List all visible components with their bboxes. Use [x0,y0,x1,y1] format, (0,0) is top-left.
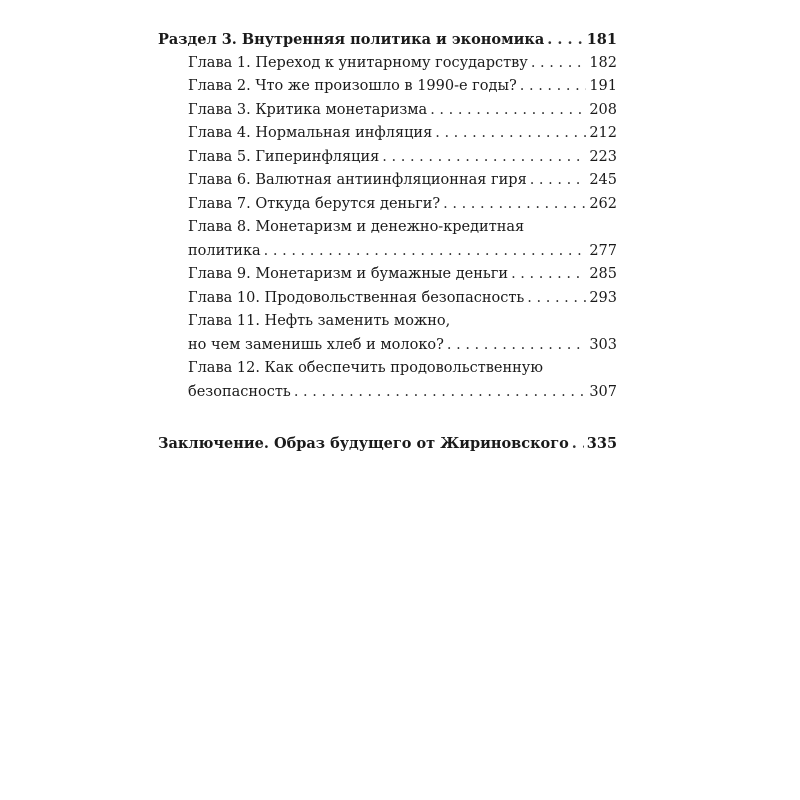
toc-entry-title: Заключение. Образ будущего от Жириновского [158,435,569,452]
toc-leader-dots [443,193,586,217]
toc-chapter-entry [158,193,617,217]
toc-page-number: 223 [589,148,617,165]
toc-page-number: 208 [589,101,617,118]
toc-entry-title: но чем заменишь хлеб и молоко? [188,336,444,353]
toc-entry-title: политика [188,242,261,259]
toc-entry-title: Раздел 3. Внутренняя политика и экономика [158,31,545,48]
toc-entry-title: Глава 4. Нормальная инфляция [188,125,433,141]
toc-leader-dots [382,146,586,170]
toc-entry-first-line: Глава 8. Монетаризм и денежно-кредитная [188,219,525,235]
toc-entry-title: Глава 2. Что же произошло в 1990-е годы? [188,78,517,94]
toc-chapter-entry [158,75,617,99]
toc-page-number: 212 [589,125,617,141]
toc-leader-dots [531,52,586,76]
toc-entry-title: безопасность [188,383,291,400]
toc-page-number: 277 [589,242,617,259]
toc-leader-dots [547,28,583,52]
toc-page-number: 293 [589,289,617,306]
toc-page-number: 245 [589,172,617,188]
toc-chapter-entry [158,381,617,405]
toc-entry-title: Глава 7. Откуда берутся деньги? [188,195,441,212]
toc-leader-dots [435,122,586,146]
toc-page-number: 303 [589,336,617,353]
toc-entry-title: Глава 3. Критика монетаризма [188,101,428,118]
toc-page-number: 181 [586,31,617,48]
toc-chapter-entry [158,99,617,123]
toc-entry-title: Глава 10. Продовольственная безопасность [188,289,525,306]
toc-entry-title: Глава 5. Гиперинфляция [188,148,380,165]
toc-page-number: 335 [586,435,618,452]
toc-leader-dots [530,169,587,193]
toc-leader-dots [511,263,586,287]
toc-section-entry [158,28,617,52]
toc-leader-dots [527,287,586,311]
toc-chapter-entry [158,169,617,193]
toc-leader-dots [447,334,586,358]
toc-entry-title: Глава 9. Монетаризм и бумажные деньги [188,266,509,282]
toc-leader-dots [430,99,586,123]
toc-entry-title: Глава 1. Переход к унитарному государству [188,54,528,71]
toc-chapter-entry [158,122,617,146]
toc-leader-dots [264,240,587,264]
toc-leader-dots [572,432,584,456]
toc-page-number: 285 [589,266,617,282]
toc-page-number: 262 [589,195,617,212]
table-of-contents [158,28,617,456]
toc-chapter-entry [158,240,617,264]
toc-chapter-entry [158,263,617,287]
toc-page-number: 182 [589,54,617,71]
toc-spacer [158,404,617,432]
toc-page-number: 307 [589,383,617,400]
toc-chapter-entry [158,52,617,76]
toc-entry-title: Глава 6. Валютная антиинфляционная гиря [188,172,527,188]
toc-page-number: 191 [589,78,617,94]
toc-chapter-entry [158,287,617,311]
toc-leader-dots [520,75,587,99]
toc-entry-first-line: Глава 11. Нефть заменить можно, [188,313,451,329]
toc-chapter-entry [158,146,617,170]
toc-entry-first-line: Глава 12. Как обеспечить продовольственную [188,360,543,376]
toc-chapter-entry [158,334,617,358]
toc-conclusion-entry [158,432,617,456]
toc-leader-dots [294,381,587,405]
